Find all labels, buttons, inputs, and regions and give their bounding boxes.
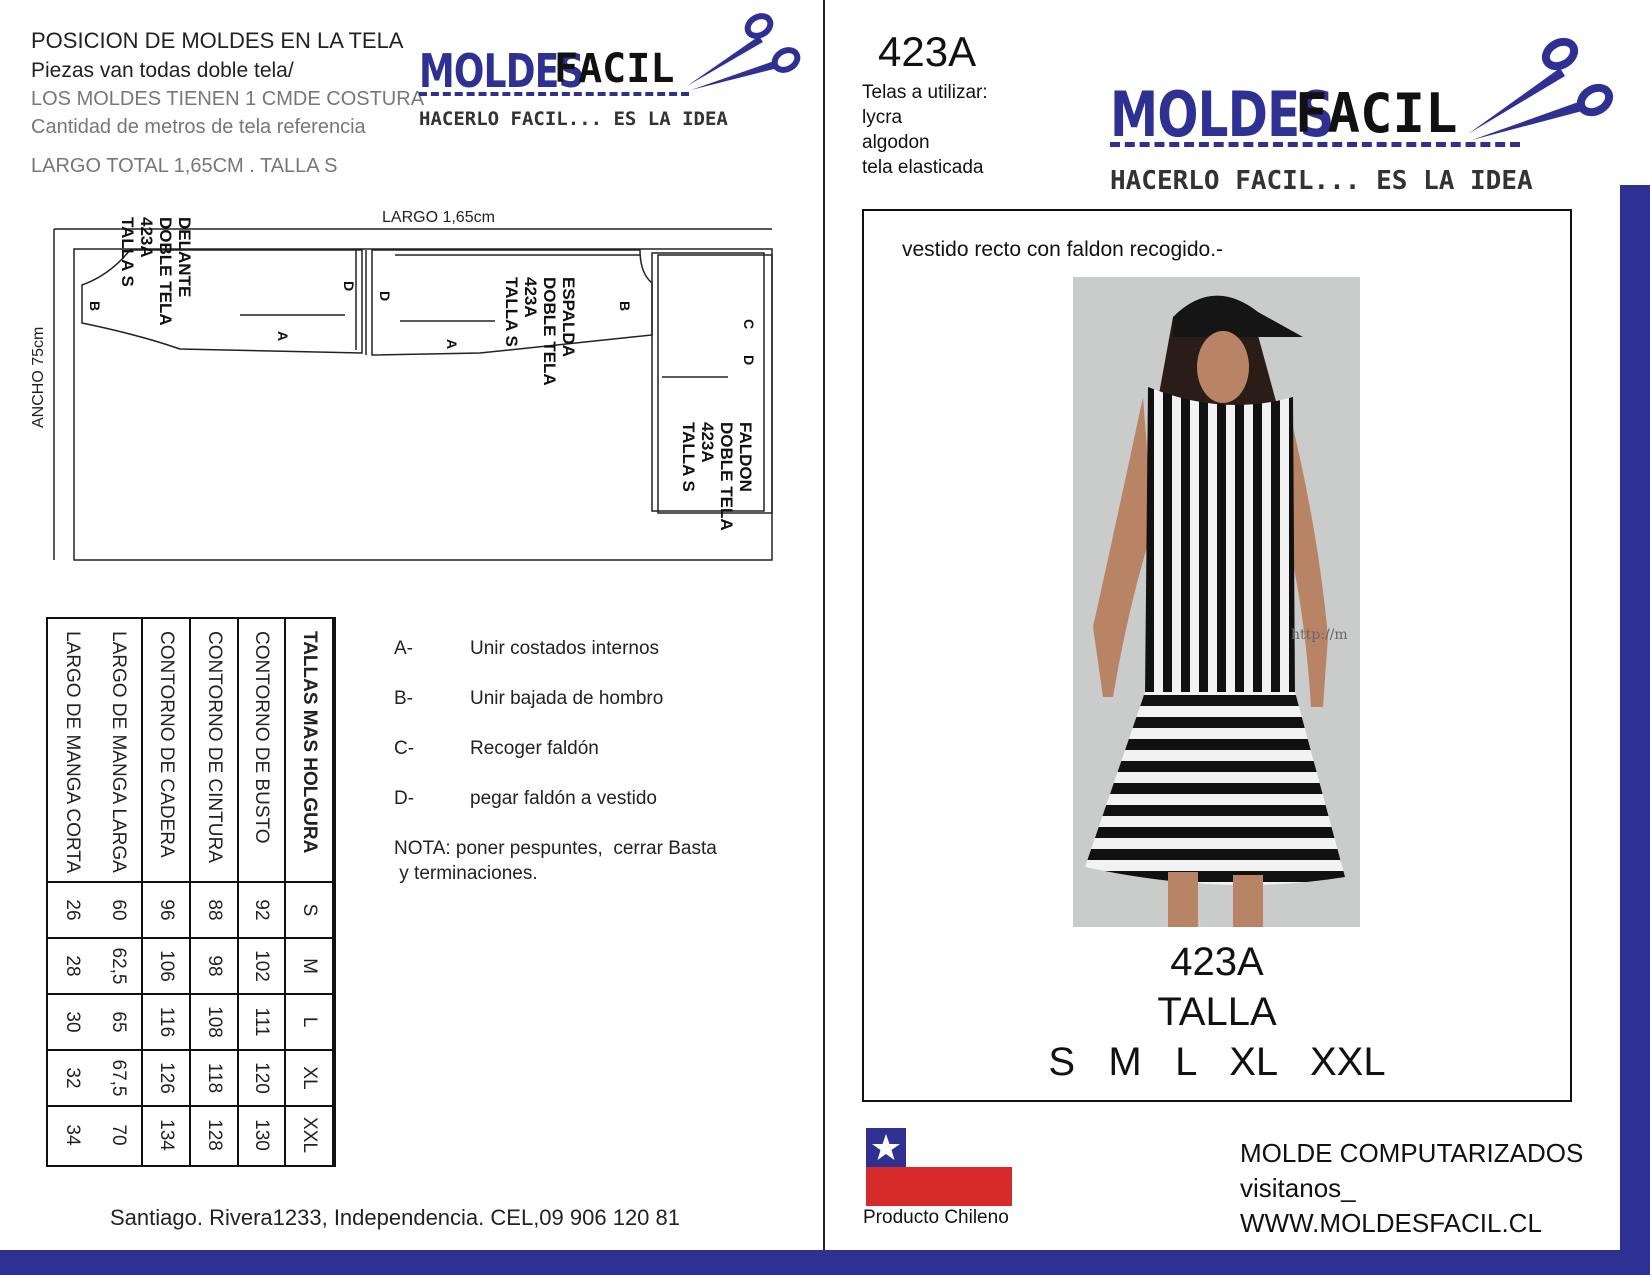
website-link[interactable]: WWW.MOLDESFACIL.CL [1240,1208,1542,1238]
size-table-value: XXL [299,1117,321,1153]
seam-letter-d: D [377,290,394,302]
size-table-value: 34 [61,1124,83,1146]
size-table-column [239,619,287,1165]
logo-dash-line [419,92,689,96]
big-code: 423A [1170,940,1264,984]
size-table-header [239,619,285,883]
size-table-value: 88 [203,899,225,921]
size-table-header [48,619,96,883]
size-table-value: 28 [61,955,83,977]
size-table-value: 102 [251,950,273,982]
size-table-cell [143,939,189,995]
size-table-header-label: LARGO DE MANGA CORTA [61,631,83,874]
piece-delante-line: DOBLE TELA [156,217,175,326]
size-table-cell [96,1107,142,1163]
size-table-value: 32 [61,1067,83,1089]
piece-delante-line: TALLA S [118,217,137,287]
size-table-cell [191,883,237,939]
size-table-value: 134 [156,1119,178,1151]
logo-right [1110,30,1620,200]
piece-faldon-line: DOBLE TELA [717,422,736,531]
largo-label: LARGO 1,65cm [382,209,495,226]
size-table-cell [48,995,96,1051]
flag-label: Producto Chileno [863,1207,1009,1228]
piece-espalda-line: 423A [521,277,540,318]
instruction-text: pegar faldón a vestido [470,788,657,809]
size-table-value: 126 [156,1062,178,1094]
logo-tagline: HACERLO FACIL... ES LA IDEA [1110,166,1533,196]
size-table-cell [143,1107,189,1163]
size-list: S M L XL XXL [1048,1040,1386,1084]
page-divider [823,0,825,1252]
seam-letter-d: D [741,354,758,366]
size-table-value: 30 [61,1011,83,1033]
header-line-1: POSICION DE MOLDES EN LA TELA [31,28,404,53]
size-table [46,617,336,1167]
size-table-value: 111 [251,1007,273,1037]
size-table-cell [286,1107,332,1163]
size-table-value: XL [299,1066,321,1090]
size-table-value: S [299,903,321,917]
size-table-cell [143,883,189,939]
seam-letter-b: B [617,300,634,312]
instruction-text: Unir bajada de hombro [470,688,664,709]
size-table-column [48,619,96,1165]
logo-word-moldes: MOLDES [419,44,584,98]
size-table-cell [48,1107,96,1163]
size-table-cell [143,1051,189,1107]
dress-illustration [1073,277,1360,927]
size-table-value: 65 [108,1011,130,1033]
size-table-cell [96,1051,142,1107]
chile-flag-icon [866,1128,1012,1206]
piece-delante-line: DELANTE [175,217,194,298]
size-table-value: L [299,1016,321,1028]
size-table-value: 96 [156,899,178,921]
size-table-column [96,619,144,1165]
fabric-item: tela elasticada [862,157,984,178]
talla-label: TALLA [1157,990,1277,1034]
size-table-value: 98 [203,955,225,977]
size-table-value: 118 [203,1062,225,1094]
logo-word-facil: FACIL [554,46,675,92]
seam-letter-b: B [87,300,104,312]
note-line-1: NOTA: poner pespuntes, cerrar Basta [394,838,717,859]
size-table-cell [239,939,285,995]
size-table-value: 70 [108,1124,130,1146]
size-table-value: 106 [156,950,178,982]
instruction-key: A- [394,638,413,659]
piece-espalda-line: TALLA S [502,277,521,347]
size-table-value: 116 [156,1006,178,1038]
header-line-4: Cantidad de metros de tela referencia [31,116,366,138]
piece-espalda [502,277,578,386]
size-table-cell [286,883,332,939]
logo-word-facil: FACIL [1295,82,1458,145]
instruction-text: Recoger faldón [470,738,599,759]
logo-tagline: HACERLO FACIL... ES LA IDEA [419,108,728,130]
size-table-header-label: TALLAS MAS HOLGURA [299,631,321,854]
seam-letter-a: A [444,338,461,350]
contact-line-1: MOLDE COMPUTARIZADOS [1240,1138,1584,1168]
size-table-cell [48,883,96,939]
size-table-header [191,619,237,883]
size-table-cell [239,1051,285,1107]
size-table-value: 120 [251,1062,273,1094]
size-table-value: 26 [61,899,83,921]
size-table-cell [286,939,332,995]
fabrics-title: Telas a utilizar: [862,82,988,103]
instruction-key: B- [394,688,413,709]
piece-faldon [679,422,755,531]
size-table-cell [239,1107,285,1163]
size-table-header-label: CONTORNO DE CINTURA [203,631,225,863]
seam-letter-d: D [341,280,358,292]
size-table-value: 128 [203,1119,225,1151]
seam-letter-c: C [741,318,758,330]
piece-delante [118,217,194,326]
right-side-bar [1620,185,1650,1255]
size-table-header-label: CONTORNO DE BUSTO [251,631,273,844]
piece-espalda-line: DOBLE TELA [540,277,559,386]
note-line-2: y terminaciones. [394,863,538,884]
scissors-icon [1460,30,1620,150]
size-table-cell [286,995,332,1051]
size-table-header-label: CONTORNO DE CADERA [156,631,178,858]
piece-faldon-line: 423A [698,422,717,463]
size-table-column [191,619,239,1165]
size-table-header [143,619,189,883]
piece-espalda-line: ESPALDA [559,277,578,357]
fabric-item: lycra [862,107,903,128]
size-table-cell [191,995,237,1051]
piece-faldon-line: TALLA S [679,422,698,492]
header-line-2: Piezas van todas doble tela/ [31,59,294,82]
instruction-key: D- [394,788,415,809]
size-table-value: 92 [251,899,273,921]
size-table-value: 108 [203,1006,225,1038]
size-table-cell [239,995,285,1051]
size-table-header [96,619,142,883]
contact-line-2: visitanos_ [1240,1173,1356,1203]
size-table-cell [48,1051,96,1107]
address: Santiago. Rivera1233, Independencia. CEL,09 906 120 81 [110,1205,680,1230]
size-table-cell [48,939,96,995]
size-table-value: 67,5 [108,1059,130,1097]
bottom-bar [0,1250,1650,1275]
size-table-column [143,619,191,1165]
logo-word-moldes: MOLDES [1110,78,1334,151]
size-table-value: 62,5 [108,947,130,985]
piece-delante-line: 423A [137,217,156,258]
size-table-cell [96,883,142,939]
size-table-cell [143,995,189,1051]
size-table-value: 130 [251,1119,273,1151]
fabric-item: algodon [862,132,930,153]
logo-left [419,8,804,133]
product-description: vestido recto con faldon recogido.- [902,238,1224,261]
scissors-icon [681,8,806,98]
photo-watermark: http://m [1291,627,1348,643]
size-table-cell [96,939,142,995]
size-table-cell [191,1051,237,1107]
header-line-3: LOS MOLDES TIENEN 1 CMDE COSTURA [31,88,425,110]
piece-faldon-line: FALDON [736,422,755,492]
size-table-cell [96,995,142,1051]
size-table-cell [191,1107,237,1163]
pattern-code: 423A [878,28,977,75]
instruction-key: C- [394,738,415,759]
size-table-header [286,619,332,883]
instruction-text: Unir costados internos [470,638,660,659]
size-table-header-label: LARGO DE MANGA LARGA [108,631,130,873]
size-table-cell [239,883,285,939]
ancho-label: ANCHO 75cm [30,326,47,428]
size-table-value: M [299,958,321,974]
size-table-cell [191,939,237,995]
header-line-5: LARGO TOTAL 1,65CM . TALLA S [31,155,338,177]
size-table-column [286,619,334,1165]
product-photo [1073,277,1360,927]
size-table-value: 60 [108,899,130,921]
size-table-cell [286,1051,332,1107]
seam-letter-a: A [275,330,292,342]
logo-dash-line [1110,142,1520,147]
